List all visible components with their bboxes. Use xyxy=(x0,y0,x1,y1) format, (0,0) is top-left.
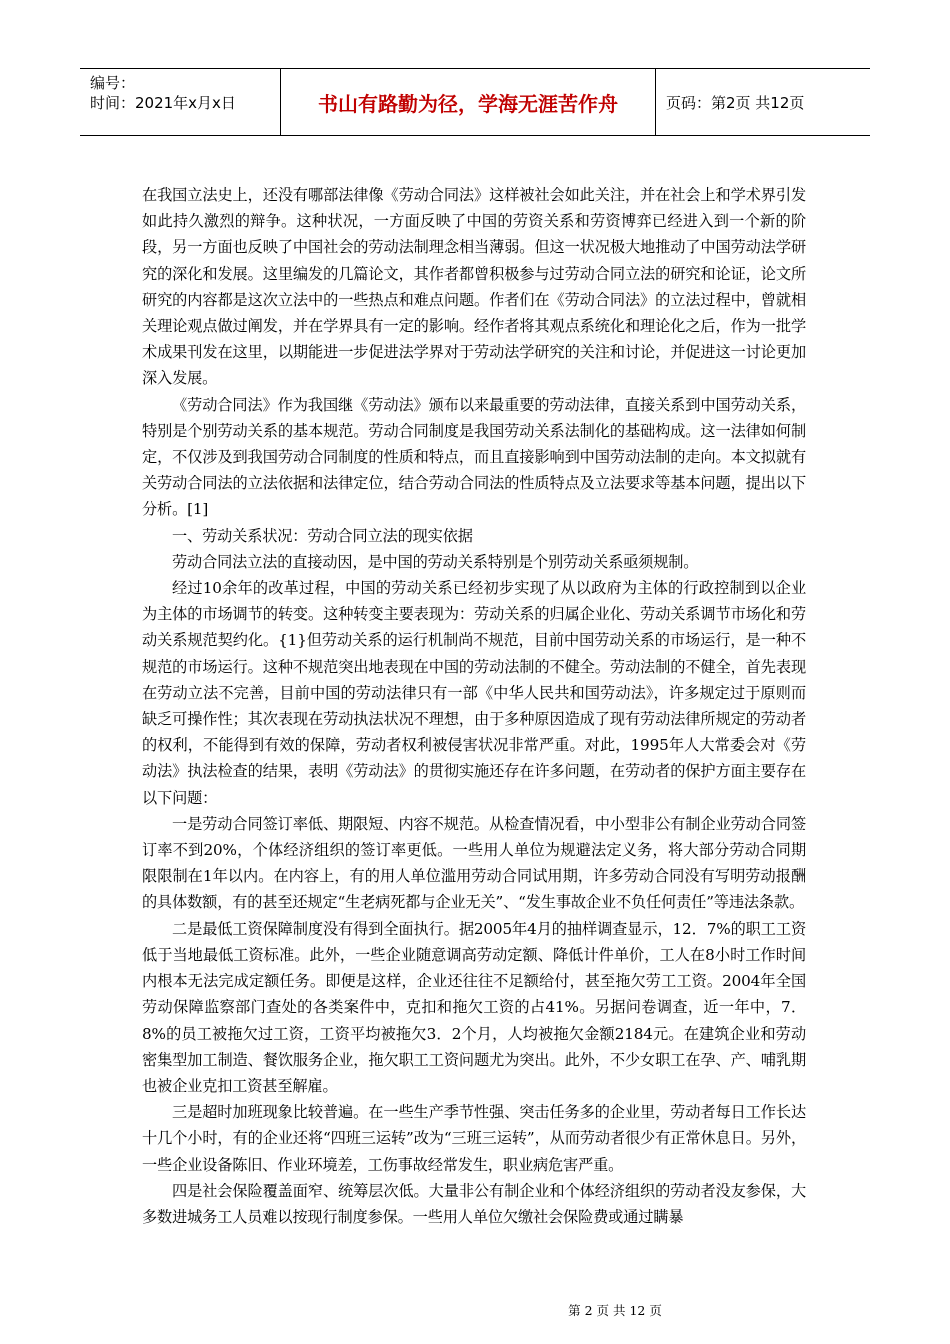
header-motto-cell xyxy=(280,69,656,135)
paragraph-3: 劳动合同法立法的直接动因，是中国的劳动关系特别是个别劳动关系亟须规制。 xyxy=(172,552,699,571)
header-page-info: 页码：第2页 共12页 xyxy=(666,93,805,112)
paragraph-1: 在我国立法史上，还没有哪部法律像《劳动合同法》这样被社会如此关注，并在社会上和学术界引发如此持久激烈的辩争。这种状况，一方面反映了中国的劳资关系和劳资博弈已经进入到一个新的阶段，另一方面也反映了中国社会的劳动法制理念相当薄弱。但这一状况极大地推动了中国劳动法学研究的深化和发展。这里编发的几篇论文，其作者都曾积极参与过劳动合同立法的研究和论证，论文所研究的内容都是这次立法中的一些热点和难点问题。作者们在《劳动合同法》的立法过程中，曾就相关理论观点做过阐发，并在学界具有一定的影响。经作者将其观点系统化和理论化之后，作为一批学术成果刊发在这里，以期能进一步促进法学界对于劳动法学研究的关注和讨论，并促进这一讨论更加深入发展。 xyxy=(142,186,806,388)
paragraph-5: 一是劳动合同签订率低、期限短、内容不规范。从检查情况看，中小型非公有制企业劳动合同签订率不到20%，个体经济组织的签订率更低。一些用人单位为规避法定义务，将大部分劳动合同期限限制在1年以内。在内容上，有的用人单位滥用劳动合同试用期，许多劳动合同没有写明劳动报酬的具体数额，有的甚至还规定“生老病死都与企业无关”、“发生事故企业不负任何责任”等违法条款。 xyxy=(142,814,806,912)
paragraph-7: 三是超时加班现象比较普遍。在一些生产季节性强、突击任务多的企业里，劳动者每日工作长达十几个小时，有的企业还将“四班三运转”改为“三班三运转”，从而劳动者很少有正常休息日。另外，一些企业设备陈旧、作业环境差，工伤事故经常发生，职业病危害严重。 xyxy=(142,1103,806,1174)
header-motto: 书山有路勤为径，学海无涯苦作舟 xyxy=(318,91,618,116)
page-footer: 第 2 页 共 12 页 xyxy=(568,1303,662,1318)
paragraph-2: 《劳动合同法》作为我国继《劳动法》颁布以来最重要的劳动法律，直接关系到中国劳动关系，特别是个别劳动关系的基本规范。劳动合同制度是我国劳动关系法制化的基础构成。这一法律如何制定，不仅涉及到我国劳动合同制度的性质和特点，而且直接影响到中国劳动法制的走向。本文拟就有关劳动合同法的立法依据和法律定位，结合劳动合同法的性质特点及立法要求等基本问题，提出以下分析。[1] xyxy=(142,395,806,519)
section-heading-1: 一、劳动关系状况：劳动合同立法的现实依据 xyxy=(172,526,473,545)
document-date: 时间：2021年x月x日 xyxy=(90,94,236,112)
page-header xyxy=(80,68,870,136)
document-number-label: 编号： xyxy=(90,74,136,92)
paragraph-6: 二是最低工资保障制度没有得到全面执行。据2005年4月的抽样调查显示，12．7%的职工工资低于当地最低工资标准。此外，一些企业随意调高劳动定额、降低计件单价，工人在8小时工作时间内根本无法完成定额任务。即便是这样，企业还往往不足额给付，甚至拖欠劳工工资。2004年全国劳动保障监察部门查处的各类案件中，克扣和拖欠工资的占41%。另据问卷调查，近一年中，7．8%的员工被拖欠过工资，工资平均被拖欠3．2个月，人均被拖欠金额2184元。在建筑企业和劳动密集型加工制造、餐饮服务企业，拖欠职工工资问题尤为突出。此外，不少女职工在孕、产、哺乳期也被企业克扣工资甚至解雇。 xyxy=(142,919,806,1095)
paragraph-8: 四是社会保险覆盖面窄、统筹层次低。大量非公有制企业和个体经济组织的劳动者没友参保，大多数进城务工人员难以按现行制度参保。一些用人单位欠缴社会保险费或通过瞒暴 xyxy=(142,1181,806,1226)
document-body xyxy=(142,182,806,1230)
paragraph-4: 经过10余年的改革过程，中国的劳动关系已经初步实现了从以政府为主体的行政控制到以企业为主体的市场调节的转变。这种转变主要表现为：劳动关系的归属企业化、劳动关系调节市场化和劳动关系规范契约化。{1}但劳动关系的运行机制尚不规范，目前中国劳动关系的市场运行，是一种不规范的市场运行。这种不规范突出地表现在中国的劳动法制的不健全。劳动法制的不健全，首先表现在劳动立法不完善，目前中国的劳动法律只有一部《中华人民共和国劳动法》，许多规定过于原则而缺乏可操作性；其次表现在劳动执法状况不理想，由于多种原因造成了现有劳动法律所规定的劳动者的权利，不能得到有效的保障，劳动者权利被侵害状况非常严重。对此，1995年人大常委会对《劳动法》执法检查的结果，表明《劳动法》的贯彻实施还存在许多问题，在劳动者的保护方面主要存在以下问题： xyxy=(142,579,806,807)
header-meta xyxy=(80,69,280,135)
